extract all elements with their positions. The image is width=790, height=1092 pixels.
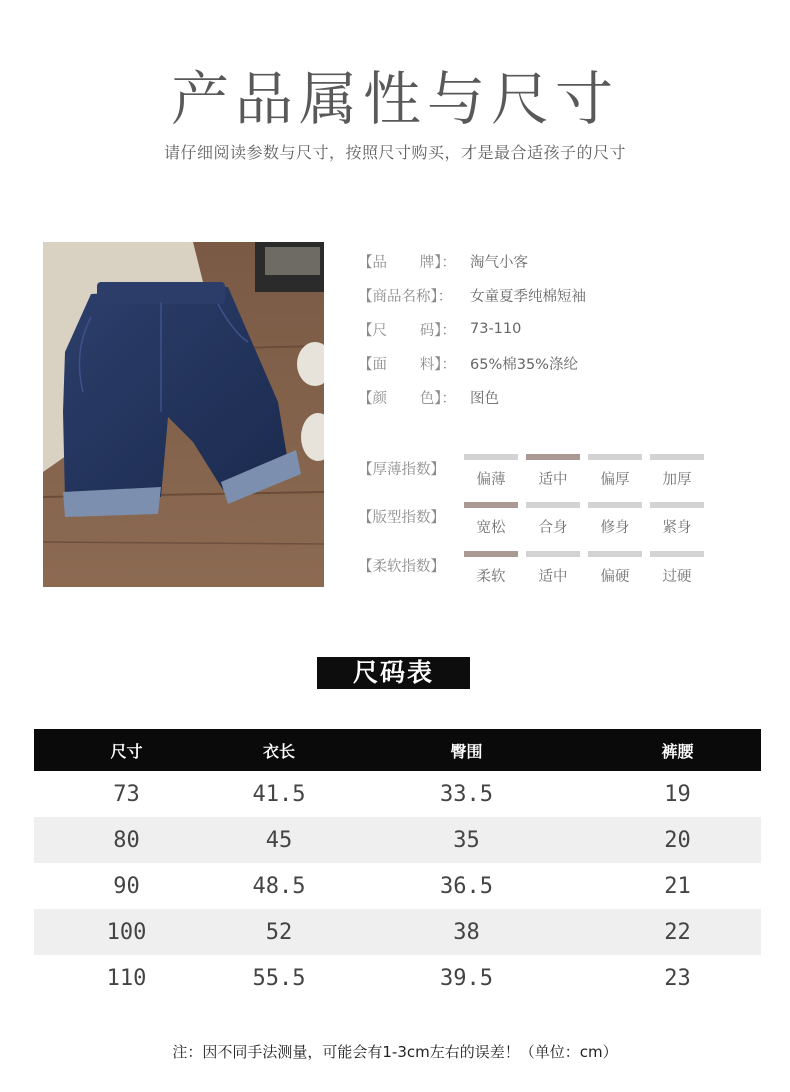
- table-cell: 23: [664, 965, 691, 991]
- index-option: 偏硬: [588, 551, 642, 586]
- attr-value: 女童夏季纯棉短袖: [470, 288, 586, 305]
- index-bar: [650, 502, 704, 508]
- index-bar-selected: [464, 551, 518, 557]
- measurement-note: 注：因不同手法测量，可能会有1-3cm左右的误差！（单位：cm）: [172, 1043, 618, 1061]
- index-option: 修身: [588, 502, 642, 537]
- attr-material: 【面 料】： 65%棉35%涤纶: [358, 346, 586, 380]
- table-row: [34, 771, 761, 817]
- attr-color: 【颜 色】： 图色: [358, 380, 586, 414]
- attr-value: 图色: [470, 390, 499, 407]
- index-option: 偏厚: [588, 454, 642, 489]
- index-bar: [526, 502, 580, 508]
- table-cell: 39.5: [440, 965, 493, 991]
- table-cell: 45: [219, 817, 339, 863]
- index-option: 适中: [526, 454, 580, 489]
- table-cell: 35: [339, 817, 594, 863]
- table-cell: 52: [219, 909, 339, 955]
- table-row: [34, 909, 761, 955]
- table-cell: 33.5: [440, 781, 493, 807]
- table-cell: 20: [594, 817, 761, 863]
- decorative-fine-text: [200, 183, 590, 185]
- index-option: 宽松: [464, 502, 518, 537]
- table-cell: 22: [594, 909, 761, 955]
- attr-value: 65%棉35%涤纶: [470, 356, 578, 373]
- size-table: [34, 729, 761, 1001]
- product-photo: [43, 242, 324, 587]
- table-cell: 80: [34, 817, 219, 863]
- index-bar: [588, 502, 642, 508]
- index-option: 过硬: [650, 551, 704, 586]
- index-bar: [588, 551, 642, 557]
- index-bar-selected: [464, 502, 518, 508]
- table-cell: 48.5: [252, 873, 306, 899]
- table-row: [34, 955, 761, 1001]
- table-cell: 21: [664, 873, 691, 899]
- table-cell: 73: [113, 781, 140, 807]
- index-label: 【柔软指数】: [358, 559, 445, 575]
- index-bar: [464, 454, 518, 460]
- attr-brand: 【品 牌】： 淘气小客: [358, 244, 586, 278]
- table-cell: 38: [339, 909, 594, 955]
- col-header: 衣长: [219, 729, 339, 771]
- index-option: 加厚: [650, 454, 704, 489]
- table-header-row: [34, 729, 761, 771]
- col-header: 臀围: [339, 729, 594, 771]
- table-cell: 36.5: [440, 873, 493, 899]
- size-chart-title: 尺码表: [317, 657, 470, 689]
- decorative-fine-text: [200, 177, 590, 179]
- attr-size: 【尺 码】： 73-110: [358, 321, 522, 339]
- denim-shorts-image: [43, 242, 324, 587]
- product-attributes: [358, 244, 586, 414]
- index-label: 【厚薄指数】: [358, 462, 445, 478]
- index-option: 合身: [526, 502, 580, 537]
- page-subtitle: 请仔细阅读参数与尺寸，按照尺寸购买，才是最合适孩子的尺寸: [163, 143, 626, 162]
- col-header: 裤腰: [594, 729, 761, 771]
- index-option: 偏薄: [464, 454, 518, 489]
- table-cell: 110: [106, 965, 147, 991]
- table-cell: 55.5: [252, 965, 306, 991]
- attr-value: 淘气小客: [470, 254, 528, 271]
- index-bar-selected: [526, 454, 580, 460]
- col-header: 尺寸: [34, 729, 219, 771]
- table-cell: 41.5: [252, 781, 306, 807]
- table-cell: 19: [664, 781, 691, 807]
- attr-value: 73-110: [470, 321, 522, 337]
- index-label: 【版型指数】: [358, 510, 445, 526]
- index-option: 紧身: [650, 502, 704, 537]
- table-cell: 90: [113, 873, 140, 899]
- index-bar: [526, 551, 580, 557]
- index-option: 适中: [526, 551, 580, 586]
- table-row: [34, 817, 761, 863]
- table-row: [34, 863, 761, 909]
- index-bar: [650, 551, 704, 557]
- index-bar: [650, 454, 704, 460]
- table-cell: 100: [34, 909, 219, 955]
- index-option: 柔软: [464, 551, 518, 586]
- page-title: 产品属性与尺寸: [170, 65, 619, 133]
- index-bar: [588, 454, 642, 460]
- attr-product-name: 【商品名称】： 女童夏季纯棉短袖: [358, 278, 586, 312]
